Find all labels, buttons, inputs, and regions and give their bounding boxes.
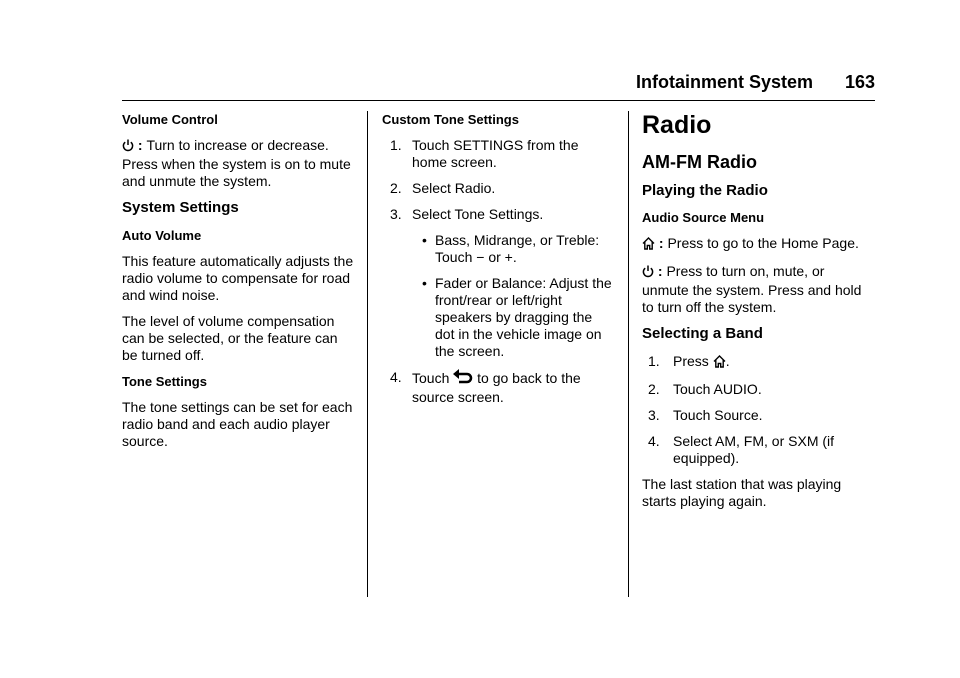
- column-2: [382, 111, 614, 415]
- step-number: 1.: [390, 137, 402, 153]
- auto-volume-para-2: The level of volume compensation can be selected, or the feature can be turned off.: [122, 313, 338, 363]
- bullet-text: Fader or Balance: Adjust the front/rear or left/right speakers by dragging the dot in the vehicle image on the screen.: [435, 275, 612, 359]
- header-title: Infotainment System: [635, 72, 813, 92]
- power-paragraph: [642, 263, 874, 316]
- volume-control-paragraph: [122, 137, 354, 190]
- list-item: [382, 369, 614, 406]
- home-text: Press to go to the Home Page.: [667, 235, 859, 251]
- auto-volume-heading: Auto Volume: [122, 228, 202, 243]
- list-item: [382, 206, 614, 223]
- bullet-item: [382, 275, 614, 360]
- power-icon: [122, 139, 134, 156]
- step-text-after: to go back to the source screen.: [412, 370, 581, 405]
- system-settings-heading: System Settings: [122, 199, 239, 216]
- list-item: [382, 180, 614, 197]
- step-number: 2.: [390, 180, 402, 196]
- volume-control-text: Turn to increase or decrease. Press when the system is on to mute and unmute the system.: [122, 137, 351, 189]
- tone-settings-para: The tone settings can be set for each radio band and each audio player source.: [122, 399, 353, 449]
- step-number: 1.: [648, 353, 660, 369]
- list-item: [642, 433, 874, 467]
- bullet-item: [382, 232, 614, 266]
- home-icon: [713, 355, 726, 372]
- page-number: 163: [844, 72, 875, 92]
- final-paragraph: The last station that was playing starts playing again.: [642, 476, 842, 509]
- auto-volume-para-1: This feature automatically adjusts the radio volume to compensate for road and wind noise.: [122, 253, 354, 303]
- selecting-band-heading: Selecting a Band: [642, 325, 763, 342]
- audio-source-menu-heading: Audio Source Menu: [642, 210, 765, 225]
- volume-control-sep: :: [134, 137, 147, 153]
- step-number: 2.: [648, 381, 660, 397]
- step-number: 3.: [390, 206, 402, 222]
- list-item: [642, 353, 874, 372]
- home-sep: :: [655, 235, 668, 251]
- step-text-after: .: [725, 353, 730, 369]
- list-item: [642, 381, 874, 398]
- column-divider-2: [628, 111, 629, 597]
- column-3: [642, 111, 874, 519]
- custom-tone-heading: Custom Tone Settings: [382, 112, 519, 127]
- step-text: Select AM, FM, or SXM (if equipped).: [673, 433, 835, 466]
- playing-radio-heading: Playing the Radio: [642, 182, 768, 199]
- tone-settings-heading: Tone Settings: [122, 374, 207, 389]
- step-text: Touch Source.: [673, 407, 763, 423]
- step-number: 4.: [390, 369, 402, 385]
- power-sep: :: [654, 263, 667, 279]
- back-icon: [453, 369, 473, 389]
- home-paragraph: [642, 235, 874, 254]
- power-icon: [642, 265, 654, 282]
- step-text: Touch SETTINGS from the home screen.: [412, 137, 579, 170]
- home-icon: [642, 237, 655, 254]
- list-item: [642, 407, 874, 424]
- step-number: 3.: [648, 407, 660, 423]
- radio-heading: Radio: [642, 111, 712, 139]
- volume-control-heading: Volume Control: [122, 112, 218, 127]
- step-number: 4.: [648, 433, 660, 449]
- step-text: Touch AUDIO.: [673, 381, 762, 397]
- power-text: Press to turn on, mute, or unmute the system. Press and hold to turn off the system.: [642, 263, 862, 315]
- list-item: [382, 137, 614, 171]
- step-text-before: Press: [673, 353, 713, 369]
- amfm-heading: AM-FM Radio: [642, 152, 757, 172]
- column-divider-1: [367, 111, 368, 597]
- step-text: Select Radio.: [412, 180, 496, 196]
- step-text: Select Tone Settings.: [412, 206, 544, 222]
- bullet-dot: •: [422, 275, 427, 291]
- bullet-dot: •: [422, 232, 427, 248]
- column-1: [122, 111, 354, 459]
- bullet-text: Bass, Midrange, or Treble: Touch − or +.: [435, 232, 600, 265]
- step-text-before: Touch: [412, 370, 454, 386]
- page-header: [122, 72, 875, 101]
